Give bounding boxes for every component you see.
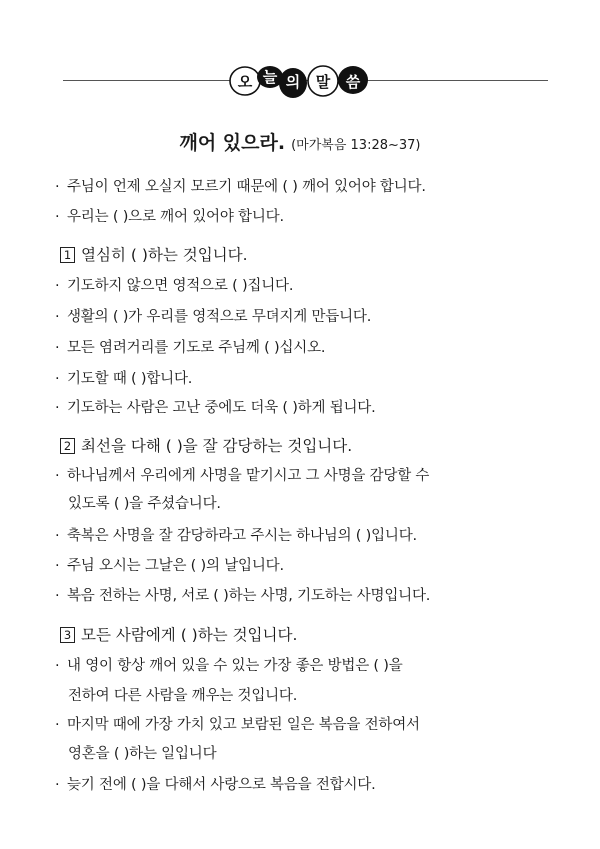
badge-char-5: 씀 [345,73,361,91]
list-item [55,654,403,675]
list-item-text: 영혼을 ( )하는 일입니다 [68,746,217,762]
badge-char-2: 늘 [262,68,278,86]
section-heading-text: 열심히 ( )하는 것입니다. [81,246,248,264]
list-item [55,524,417,545]
intro-line-2 [55,205,284,226]
list-item [55,274,293,295]
bullet: · [55,558,60,574]
list-item [55,584,430,605]
list-item [55,713,420,734]
list-item-text: 생활의 ( )가 우리를 영적으로 무뎌지게 만듭니다. [67,309,372,325]
bullet: · [55,278,60,294]
list-item-continuation [68,492,221,513]
bullet: · [55,371,60,387]
list-item [55,554,284,575]
scripture-reference: (마가복음 13:28~37) [291,138,421,153]
bullet: · [55,717,60,733]
badge-char-3: 의 [285,73,301,91]
bullet: · [55,340,60,356]
title-main: 깨어 있으라. [179,132,286,154]
list-item-text: 축복은 사명을 잘 감당하라고 주시는 하나님의 ( )입니다. [67,528,417,544]
intro-line-1 [55,175,426,196]
list-item-text: 기도하지 않으면 영적으로 ( )집니다. [67,278,294,294]
badge-char-1: 오 [237,73,253,91]
list-item-text: 있도록 ( )을 주셨습니다. [68,496,221,512]
list-item-text: 늦기 전에 ( )을 다해서 사랑으로 복음을 전합시다. [67,777,376,793]
bullet: · [55,777,60,793]
title-badge [227,61,377,101]
list-item-text: 마지막 때에 가장 가치 있고 보람된 일은 복음을 전하여서 [67,717,420,733]
bullet: · [55,588,60,604]
list-item [55,367,192,388]
intro-text-1: 주님이 언제 오실지 모르기 때문에 ( ) 깨어 있어야 합니다. [67,179,426,195]
list-item-text: 모든 염려거리를 기도로 주님께 ( )십시오. [67,340,326,356]
list-item [55,305,371,326]
list-item-text: 기도하는 사람은 고난 중에도 더욱 ( )하게 됩니다. [67,400,376,416]
list-item-text: 복음 전하는 사명, 서로 ( )하는 사명, 기도하는 사명입니다. [67,588,431,604]
list-item-text: 기도할 때 ( )합니다. [67,371,193,387]
bullet: · [55,658,60,674]
section-heading-text: 최선을 다해 ( )을 잘 감당하는 것입니다. [81,437,353,455]
list-item-text: 하나님께서 우리에게 사명을 맡기시고 그 사명을 감당할 수 [67,468,430,484]
bullet: · [55,528,60,544]
list-item-text: 내 영이 항상 깨어 있을 수 있는 가장 좋은 방법은 ( )을 [67,658,403,674]
section-1-heading [60,243,248,265]
intro-text-2: 우리는 ( )으로 깨어 있어야 합니다. [67,209,284,225]
list-item [55,773,376,794]
bullet: · [55,400,60,416]
section-heading-text: 모든 사람에게 ( )하는 것입니다. [81,626,298,644]
list-item-continuation [68,742,216,763]
page-title [0,128,600,155]
section-2-heading [60,434,352,456]
bullet: · [55,468,60,484]
bullet: · [55,179,60,195]
list-item-text: 주님 오시는 그날은 ( )의 날입니다. [67,558,284,574]
list-item [55,336,325,357]
list-item-continuation [68,684,297,705]
section-number: 1 [60,247,75,263]
section-number: 3 [60,627,75,643]
badge-char-4: 말 [315,73,331,91]
list-item [55,396,376,417]
bullet: · [55,209,60,225]
bullet: · [55,309,60,325]
section-number: 2 [60,438,75,454]
list-item-text: 전하여 다른 사람을 깨우는 것입니다. [68,688,298,704]
list-item [55,464,429,485]
section-3-heading [60,623,297,645]
